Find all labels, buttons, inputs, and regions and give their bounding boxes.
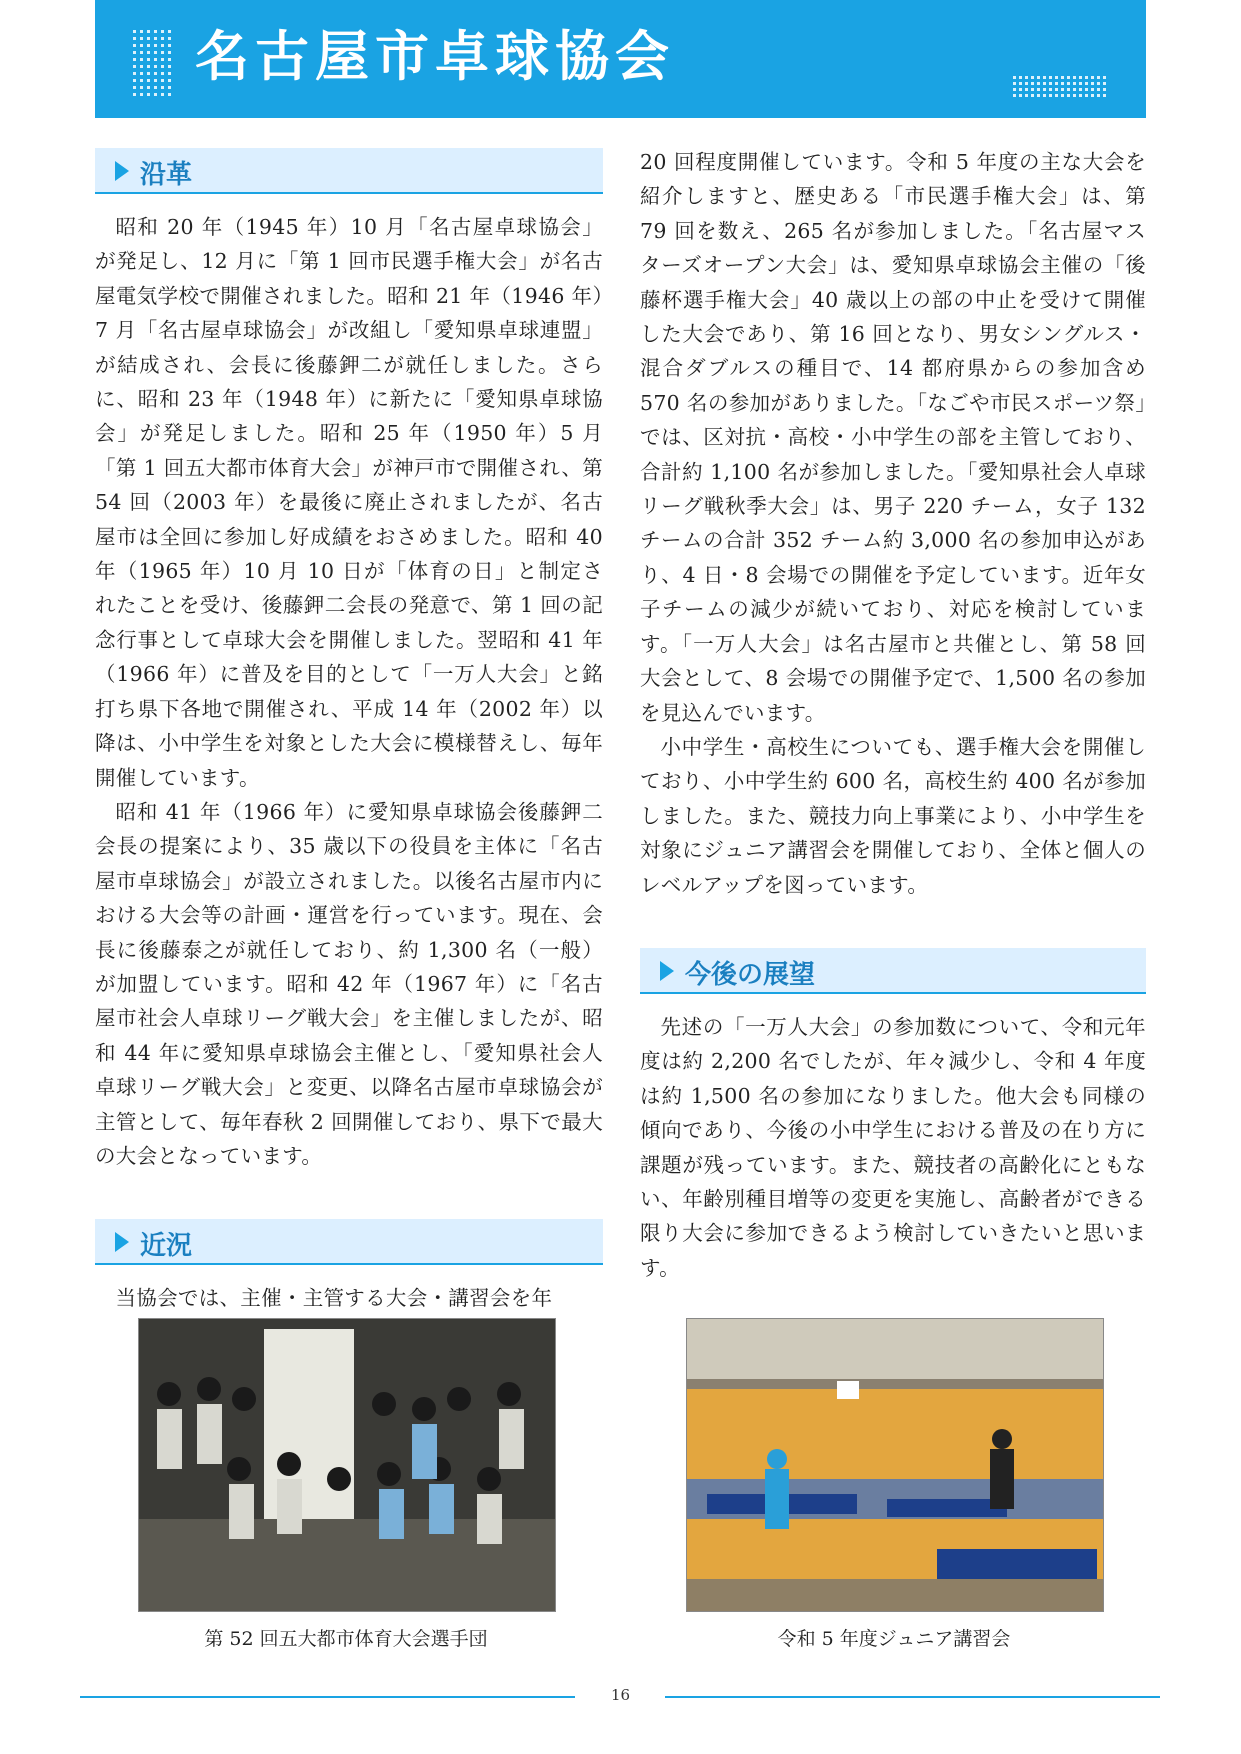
photo-caption-clinic: 令和 5 年度ジュニア講習会 bbox=[777, 1628, 1011, 1650]
section-heading-text: 近況 bbox=[140, 1231, 193, 1262]
team-group-photo-illustration bbox=[139, 1319, 555, 1611]
photo-caption-team: 第 52 回五大都市体育大会選手団 bbox=[204, 1628, 488, 1650]
section-heading-history bbox=[95, 148, 603, 194]
page-title: 名古屋市卓球協会 bbox=[195, 25, 675, 88]
section-heading-text: 沿革 bbox=[140, 160, 193, 190]
recent-paragraph-2: 小中学生・高校生についても、選手権大会を開催しており、小中学生約 600 名，高校生約 400 名が参加しました。また、競技力向上事業により、小中学生を対象にジュニア講習会を開催しており、全体と個人のレベルアップを図っています。 bbox=[640, 734, 1146, 897]
section-heading-recent bbox=[95, 1219, 603, 1265]
history-paragraph-2: 昭和 41 年（1966 年）に愛知県卓球協会後藤鉀二会長の提案により、35 歳以下の役員を主体に「名古屋市卓球協会」が設立されました。以後名古屋市内における大会等の計画・運営を行っています。現在、会長に後藤泰之が就任しており、約 1,300 名（一般）が加盟しています。昭和 42 年（1967 年）に「名古屋市社会人卓球リーグ戦大会」を主催しましたが、昭和 44 年に愛知県卓球協会主催とし、「愛知県社会人卓球リーグ戦大会」と変更、以降名古屋市卓球協会が主管として、毎年春秋 2 回開催しており、県下で最大の大会となっています。 bbox=[95, 799, 603, 1168]
decorative-dot-pattern bbox=[133, 30, 171, 96]
triangle-bullet-icon bbox=[660, 961, 674, 981]
footer-divider-left bbox=[80, 1696, 575, 1698]
right-column bbox=[640, 145, 1146, 1285]
junior-clinic-photo-illustration bbox=[687, 1319, 1103, 1611]
outlook-paragraph: 先述の「一万人大会」の参加数について、令和元年度は約 2,200 名でしたが、年々減少し、令和 4 年度は約 1,500 名の参加になりました。他大会も同様の傾向であり、今後の小中学生における普及の在り方に課題が残っています。また、競技者の高齢化にともない、年齢別種目増等の変更を実施し、高齢者ができる限り大会に参加できるよう検討していきたいと思います。 bbox=[640, 1014, 1146, 1280]
junior-clinic-photo bbox=[686, 1318, 1104, 1612]
recent-paragraph-continued: 20 回程度開催しています。令和 5 年度の主な大会を紹介しますと、歴史ある「市民選手権大会」は、第 79 回を数え、265 名が参加しました。「名古屋マスターズオープン大会」は、愛知県卓球協会主催の「後藤杯選手権大会」40 歳以上の部の中止を受けて開催した大会であり、第 16 回となり、男女シングルス・混合ダブルスの種目で、14 都府県からの参加含め 570 名の参加がありました。「なごや市民スポーツ祭」では、区対抗・高校・小中学生の部を主管しており、合計約 1,100 名が参加しました。「愛知県社会人卓球リーグ戦秋季大会」は、男子 220 チーム，女子 132 チームの合計 352 チーム約 3,000 名の参加申込があり、4 日・8 会場での開催を予定しています。近年女子チームの減少が続いており、対応を検討しています。「一万人大会」は名古屋市と共催とし、第 58 回大会として、8 会場での開催予定で、1,500 名の参加を見込んでいます。 bbox=[640, 150, 1146, 725]
left-column bbox=[95, 140, 603, 1316]
recent-paragraph-start: 当協会では、主催・主管する大会・講習会を年 bbox=[115, 1286, 553, 1311]
history-paragraph-1: 昭和 20 年（1945 年）10 月「名古屋卓球協会」が発足し、12 月に「第 1 回市民選手権大会」が名古屋電気学校で開催されました。昭和 21 年（1946 年）7 月「名古屋卓球協会」が改組し「愛知県卓球連盟」が結成され、会長に後藤鉀二が就任しました。さらに、昭和 23 年（1948 年）に新たに「愛知県卓球協会」が発足しました。昭和 25 年（1950 年）5 月「第 1 回五大都市体育大会」が神戸市で開催され、第 54 回（2003 年）を最後に廃止されましたが、名古屋市は全回に参加し好成績をおさめました。昭和 40 年（1965 年）10 月 10 日が「体育の日」と制定されたことを受け、後藤鉀二会長の発意で、第 1 回の記念行事として卓球大会を開催しました。翌昭和 41 年（1966 年）に普及を目的として「一万人大会」と銘打ち県下各地で開催され、平成 14 年（2002 年）以降は、小中学生を対象とした大会に模様替えし、毎年開催しています。 bbox=[95, 215, 603, 790]
title-banner bbox=[95, 0, 1146, 118]
page-number: 16 bbox=[610, 1686, 631, 1704]
decorative-dot-pattern bbox=[1013, 76, 1106, 97]
footer-divider-right bbox=[665, 1696, 1160, 1698]
section-heading-text: 今後の展望 bbox=[685, 959, 816, 990]
triangle-bullet-icon bbox=[115, 161, 129, 181]
triangle-bullet-icon bbox=[115, 1232, 129, 1252]
team-group-photo bbox=[138, 1318, 556, 1612]
section-heading-outlook bbox=[640, 948, 1146, 994]
